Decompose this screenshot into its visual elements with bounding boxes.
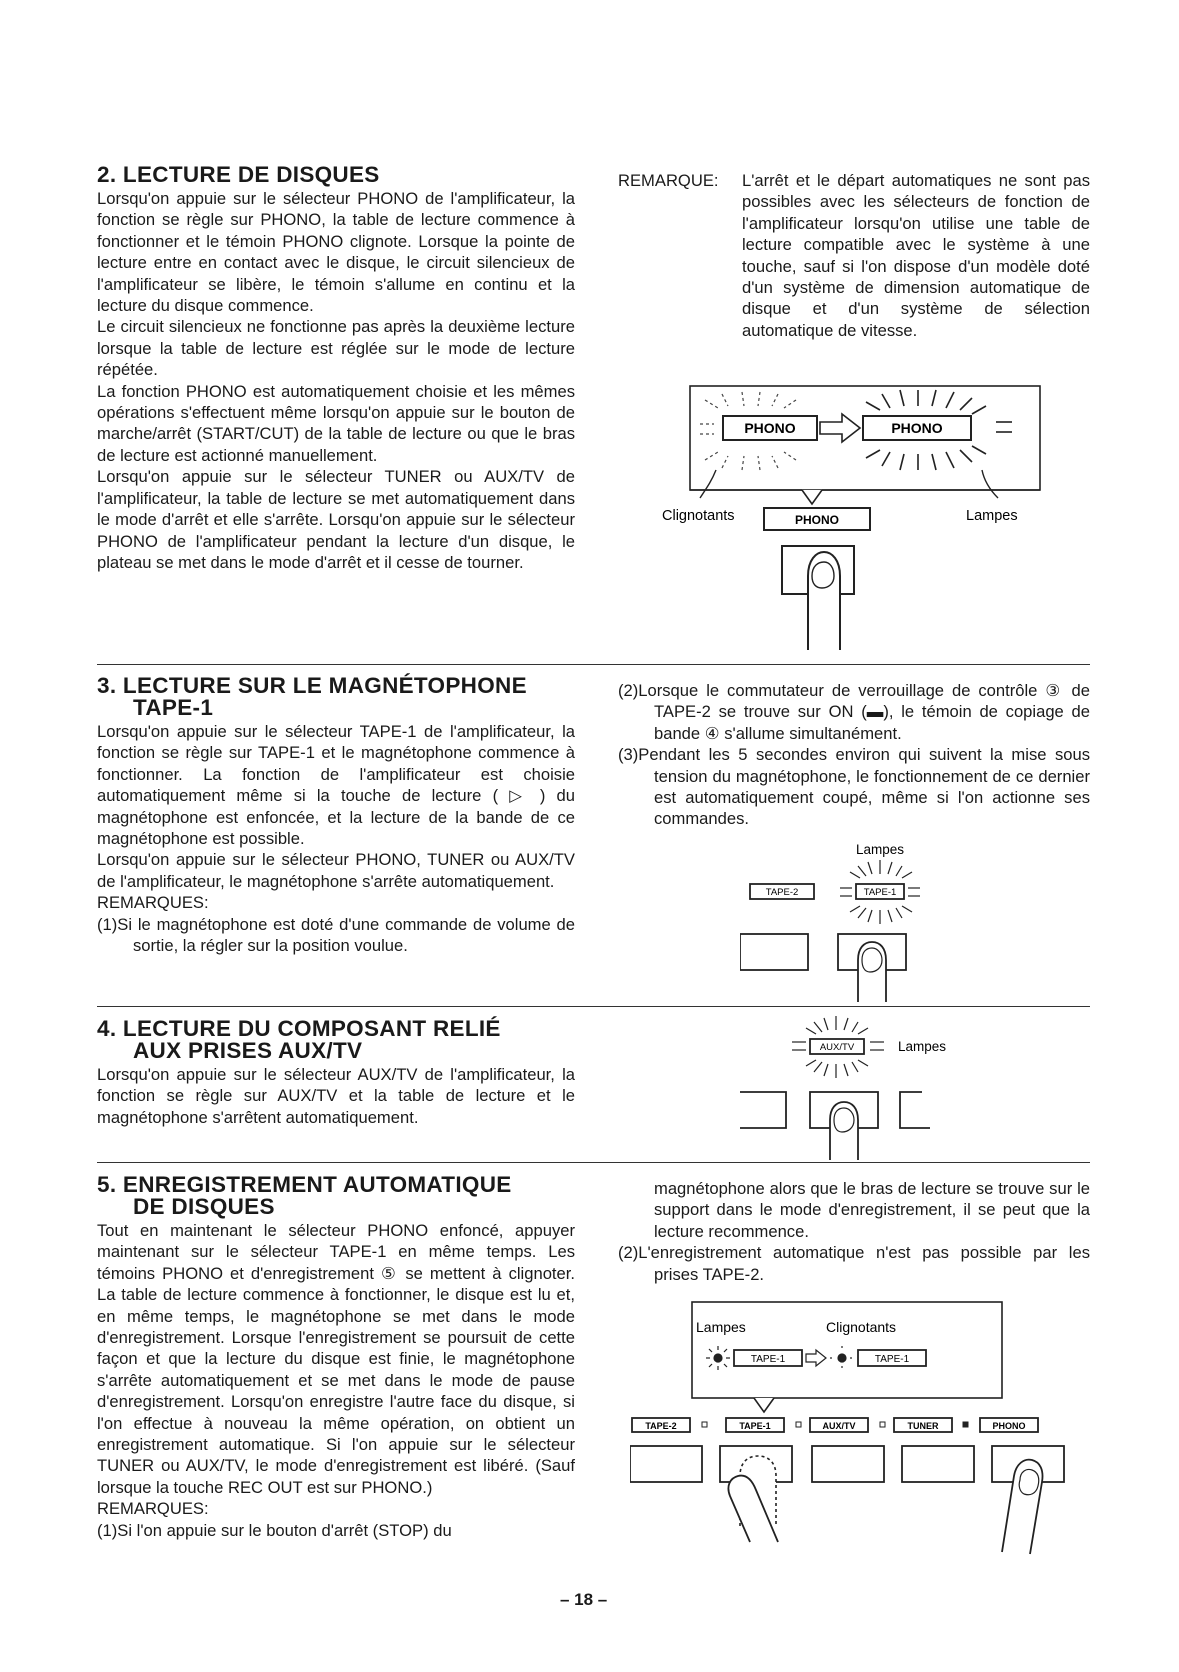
- clignotants-label: Clignotants: [662, 508, 735, 524]
- section-5-title-line-2: DE DISQUES: [133, 1194, 275, 1219]
- section-3-remark-1: (1)Si le magnétophone est doté d'une commande de volume de sortie, la régler sur la position voulue.: [97, 914, 575, 956]
- section-3-remark-3: (3)Pendant les 5 secondes environ qui suivent la mise sous tension du magnétophone, le fonctionnement de ce dernier est automatiquement coupé, même si l'on actionne ses commandes.: [618, 745, 1090, 829]
- section-4-text: [97, 1018, 575, 1128]
- record-clignotants-label: Clignotants: [826, 1319, 897, 1335]
- section-3-paragraph-1: Lorsqu'on appuie sur le sélecteur TAPE-1 de l'amplificateur, la fonction se règle sur TAPE-1 et le magnétophone commence à fonctionner. La fonction de l'amplificateur est choisie automatiquement même si la touche de lecture ( ▷ ) du magnétophone est enfoncée, et la lecture de la bande de ce magnétophone est possible.: [97, 722, 575, 849]
- divider-1: [97, 664, 1090, 665]
- aux-lampes-label: Lampes: [898, 1039, 947, 1054]
- tape-2-box-label: TAPE-2: [765, 887, 799, 898]
- record-tape-1-lit-label: TAPE-1: [750, 1354, 786, 1365]
- remark-label: REMARQUE:: [618, 171, 719, 190]
- section-3-remark-2: (2)Lorsque le commutateur de verrouillage de contrôle ③ de TAPE-2 se trouve sur ON (▬), le témoin de copiage de bande ④ s'allume simultanément.: [618, 681, 1090, 743]
- section-5-remarks-continued: [618, 1178, 1090, 1285]
- section-5-remark-2: (2)L'enregistrement automatique n'est pas possible par les prises TAPE-2.: [618, 1243, 1090, 1284]
- record-tape-1-blinking-label: TAPE-1: [874, 1354, 910, 1365]
- section-5-text: [97, 1174, 575, 1541]
- section-3-remarks-continued: [618, 680, 1090, 830]
- divider-3: [97, 1162, 1090, 1163]
- section-4-title: [97, 1018, 575, 1062]
- section-5-remark-1-continued: magnétophone alors que le bras de lecture se trouve sur le support dans le mode d'enregistrement, il se peut que la lecture recommence.: [654, 1179, 1090, 1241]
- section-3-title: [97, 675, 575, 719]
- aux-indicator-figure: [740, 1008, 1000, 1160]
- record-tape-2-button-label: TAPE-2: [645, 1421, 677, 1431]
- phono-box-blinking-label: PHONO: [744, 420, 796, 436]
- divider-2: [97, 1006, 1090, 1007]
- tape-indicator-figure: [740, 838, 1000, 1002]
- record-lampes-label: Lampes: [696, 1319, 746, 1335]
- record-tuner-button-label: TUNER: [907, 1421, 939, 1431]
- section-3-paragraph-2: Lorsqu'on appuie sur le sélecteur PHONO, TUNER ou AUX/TV de l'amplificateur, le magnétophone s'arrête automatiquement.: [97, 850, 575, 891]
- tape-1-box-label: TAPE-1: [863, 887, 897, 898]
- record-tape-1-button-label: TAPE-1: [739, 1421, 771, 1431]
- lampes-label: Lampes: [966, 508, 1018, 524]
- section-2-paragraph-3: La fonction PHONO est automatiquement choisie et les mêmes opérations s'effectuent même lorsqu'on appuie sur le bouton de marche/arrêt (START/CUT) de la table de lecture ou que le bras de lecture est actionné manuellement.: [97, 381, 575, 465]
- section-5-paragraph: Tout en maintenant le sélecteur PHONO enfoncé, appuyer maintenant sur le sélecteur TAPE-1 en même temps. Les témoins PHONO et d'enregistrement ⑤ se mettent à clignoter. La table de lecture commence à fonctionner, le disque est lu et, en même temps, le magnétophone se met dans le mode d'enregistrement. Lorsque l'enregistrement se poursuit de cette façon et que la lecture du disque est finie, le magnétophone s'arrête automatiquement et se met dans le mode de pause d'enregistrement. Lorsqu'on enregistre l'autre face du disque, si l'on effectue à nouveau la même opération, on obtient un enregistrement automatique. Si l'on appuie sur le sélecteur TUNER ou AUX/TV, le mode d'enregistrement est libéré. (Sauf lorsque la touche REC OUT est sur PHONO.): [97, 1221, 575, 1497]
- record-phono-button-label: PHONO: [992, 1421, 1026, 1431]
- tape-lampes-label: Lampes: [855, 842, 905, 857]
- section-3-text: [97, 675, 575, 956]
- record-aux-tv-button-label: AUX/TV: [822, 1421, 856, 1431]
- phono-button-label: PHONO: [794, 513, 840, 527]
- section-5-title: [97, 1174, 575, 1218]
- section-3-title-line-1: 3. LECTURE SUR LE MAGNÉTOPHONE: [97, 673, 527, 698]
- section-2-paragraph-4: Lorsqu'on appuie sur le sélecteur TUNER ou AUX/TV de l'amplificateur, la table de lecture se met automatiquement dans le mode d'arrêt et elle s'arrête. Lorsqu'on appuie sur le sélecteur PHONO de l'amplificateur pendant la lecture d'un disque, le plateau se met dans le mode d'arrêt et il cesse de tourner.: [97, 467, 575, 572]
- section-4-title-line-1: 4. LECTURE DU COMPOSANT RELIÉ: [97, 1016, 501, 1041]
- section-2-title: 2. LECTURE DE DISQUES: [97, 162, 380, 187]
- phono-indicator-figure: [660, 380, 1080, 660]
- auto-record-figure: [630, 1296, 1080, 1566]
- section-5-remark-1-start: (1)Si l'on appuie sur le bouton d'arrêt (STOP) du: [97, 1520, 452, 1540]
- aux-tv-box-label: AUX/TV: [819, 1042, 855, 1053]
- phono-box-lit-label: PHONO: [891, 420, 943, 436]
- section-5-title-line-1: 5. ENREGISTREMENT AUTOMATIQUE: [97, 1172, 512, 1197]
- section-2-text: [97, 164, 575, 573]
- section-2-paragraph-1: Lorsqu'on appuie sur le sélecteur PHONO de l'amplificateur, la fonction se règle sur PHONO, la table de lecture commence à fonctionner et le témoin PHONO clignote. Lorsque la pointe de lecture entre en contact avec le disque, le circuit silencieux de l'amplificateur se libère, le témoin s'allume en continu et la lecture du disque commence.: [97, 189, 575, 316]
- section-3-title-line-2: TAPE-1: [133, 695, 214, 720]
- page-number: – 18 –: [560, 1590, 608, 1609]
- section-3-remarks-label: REMARQUES:: [97, 893, 209, 913]
- section-5-remarks-label: REMARQUES:: [97, 1499, 209, 1519]
- section-2-paragraph-2: Le circuit silencieux ne fonctionne pas après la deuxième lecture lorsque la table de lecture est réglée sur le mode de lecture répétée.: [97, 317, 575, 380]
- remark-text: L'arrêt et le départ automatiques ne sont pas possibles avec les sélecteurs de fonction de l'amplificateur lorsqu'on utilise une table de lecture compatible avec le système à une touche, sauf si l'on dispose d'un modèle doté d'un système de dimension automatique de disque et d'un système de sélection automatique de vitesse.: [742, 171, 1090, 340]
- section-4-title-line-2: AUX PRISES AUX/TV: [133, 1038, 363, 1063]
- section-4-paragraph: Lorsqu'on appuie sur le sélecteur AUX/TV de l'amplificateur, la fonction se règle sur AUX/TV et la table de lecture et le magnétophone s'arrêtent automatiquement.: [97, 1065, 575, 1127]
- section-2-remark: [618, 170, 1090, 341]
